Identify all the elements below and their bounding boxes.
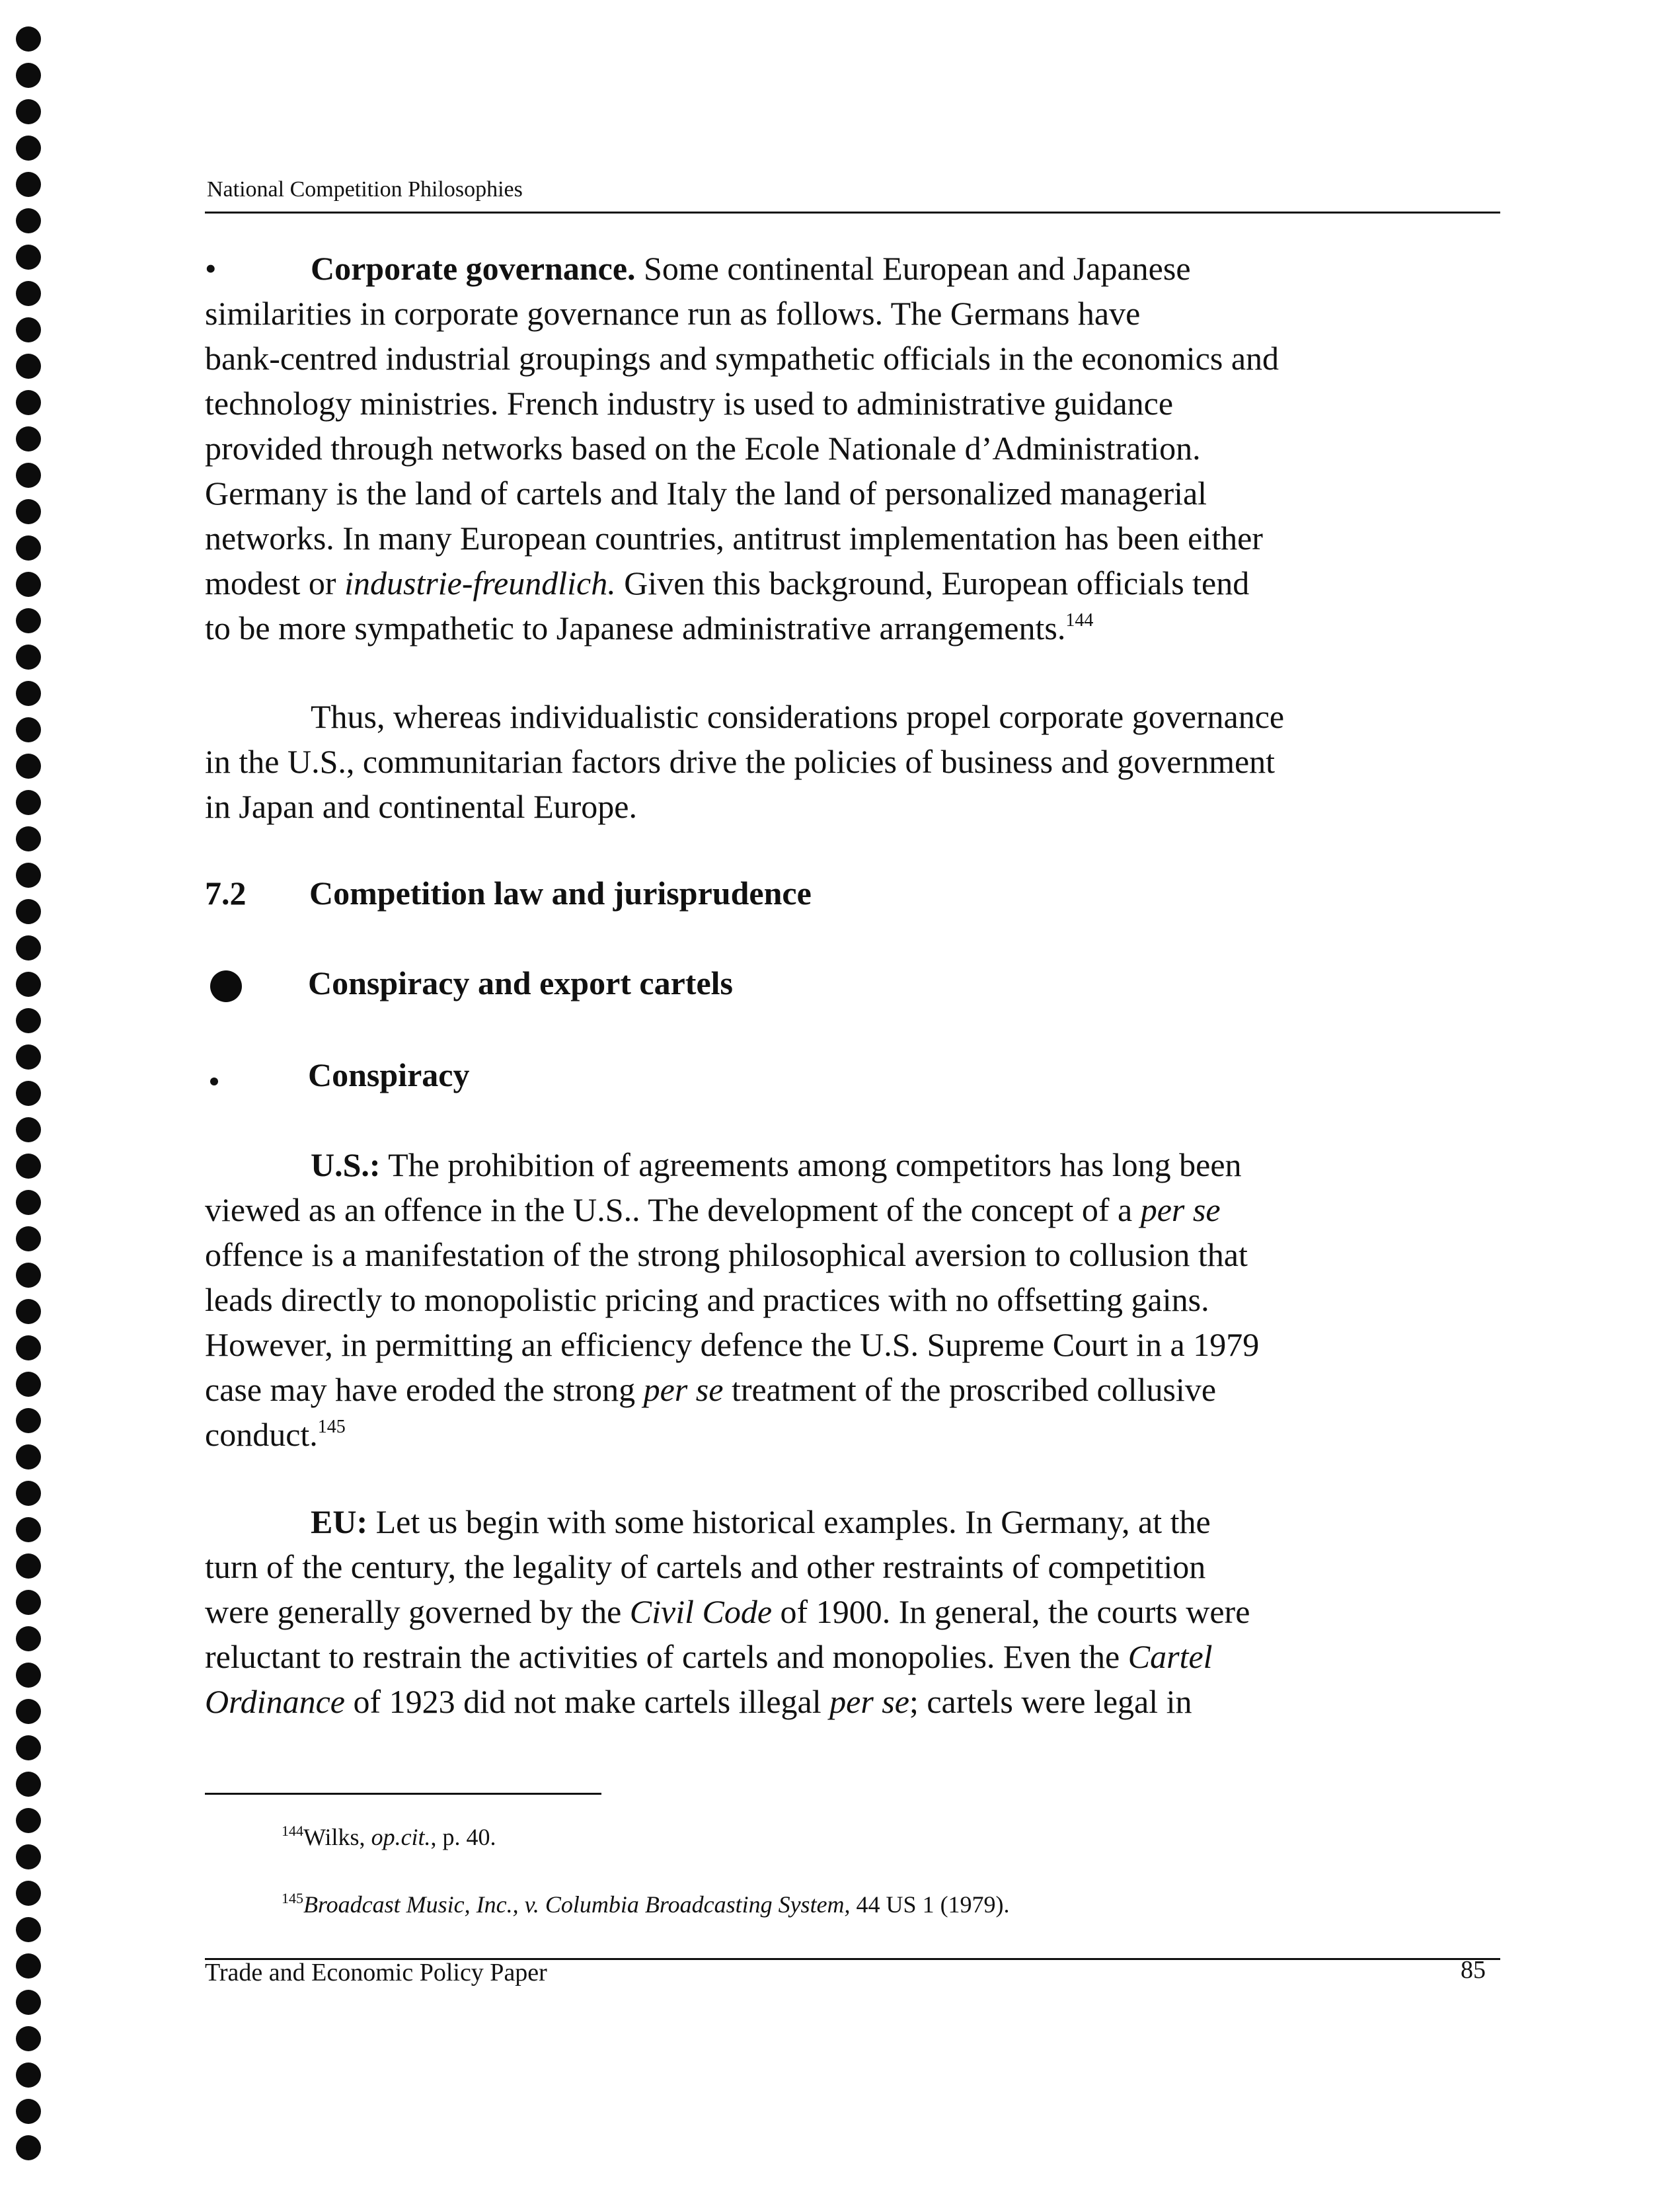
eu-paragraph: EU: Let us begin with some historical examples. In Germany, at the turn of the century, the legality of cartels and other restraints of competition were generally governed by the Civil Code of 1900. In general, the courts were reluctant to restrain the activities of cartels and monopolies. Even the Cartel Ordinance of 1923 did not make cartels illegal per se; cartels were legal in xyxy=(205,1503,1250,1720)
binding-hole xyxy=(16,463,41,488)
binding-hole xyxy=(16,1626,41,1651)
footnote-ref-145: 145 xyxy=(317,1417,346,1437)
binding-hole xyxy=(16,535,41,561)
binding-hole xyxy=(16,1917,41,1942)
binding-hole xyxy=(16,1299,41,1324)
binding-hole xyxy=(16,1408,41,1433)
binding-hole xyxy=(16,390,41,415)
bullet-marker: • xyxy=(205,250,217,287)
binding-hole xyxy=(16,1590,41,1615)
corporate-governance-heading: Corporate governance. xyxy=(311,250,636,287)
binding-hole xyxy=(16,1772,41,1797)
binding-hole xyxy=(16,972,41,997)
footnote-145: $^{145}$Broadcast Music, Inc., v. Columbia Broadcasting System, 44 US 1 (1979). xyxy=(282,1890,1010,1918)
binding-hole xyxy=(16,1335,41,1360)
binding-hole xyxy=(16,317,41,342)
thus-paragraph: Thus, whereas individualistic considerations propel corporate governance in the U.S., communitarian factors drive the policies of business and government in Japan and continental Europe. xyxy=(205,698,1285,825)
binding-hole xyxy=(16,1808,41,1833)
footnote-ref-144: 144 xyxy=(1065,610,1094,631)
corporate-governance-paragraph: • Corporate governance. Some continental European and Japanese similarities in corporate governance run as follows. The Germans have bank-centred industrial groupings and sympathetic officials in the economics and technology ministries. French industry is used to administrative guidance provided through networks based on the Ecole Nationale d’Administration. Germany is the land of cartels and Italy the land of personalized managerial networks. In many European countries, antitrust implementation has been either modest or industrie-freundlich. Given this background, European officials tend to be more sympathetic to Japanese administrative arrangements.$^{144}$ xyxy=(205,246,1500,650)
us-paragraph: U.S.: The prohibition of agreements among competitors has long been viewed as an offence in the U.S.. The development of the concept of a per se offence is a manifestation of the strong philosophical aversion to collusion that leads directly to monopolistic pricing and practices with no offsetting gains. However, in permitting an efficiency defence the U.S. Supreme Court in a 1979 case may have eroded the strong per se treatment of the proscribed collusive conduct.$^{145}$ xyxy=(205,1146,1260,1453)
binding-hole xyxy=(16,608,41,633)
binding-hole xyxy=(16,26,41,52)
binding-hole xyxy=(16,572,41,597)
binding-hole xyxy=(16,136,41,161)
binding-hole xyxy=(16,2026,41,2051)
binding-hole xyxy=(16,1008,41,1033)
binding-hole xyxy=(16,208,41,233)
binding-hole xyxy=(16,1117,41,1142)
binding-hole xyxy=(16,1699,41,1724)
section-number: 7.2 xyxy=(205,875,247,912)
binding-hole xyxy=(16,1044,41,1070)
footer-title: Trade and Economic Policy Paper xyxy=(205,1959,547,1986)
binding-hole xyxy=(16,99,41,124)
binding-hole xyxy=(16,63,41,88)
binding-hole xyxy=(16,1444,41,1470)
binding-hole xyxy=(16,1226,41,1251)
binding-hole xyxy=(16,935,41,961)
binding-hole xyxy=(16,172,41,197)
binding-hole xyxy=(16,1553,41,1579)
us-label: U.S.: xyxy=(311,1146,381,1183)
binding-hole xyxy=(16,1081,41,1106)
section-title: Competition law and jurisprudence xyxy=(309,875,812,912)
subheading-conspiracy: Conspiracy xyxy=(308,1056,470,1093)
binding-hole xyxy=(16,826,41,851)
binding-hole xyxy=(16,899,41,924)
binding-hole xyxy=(16,1190,41,1215)
binding-hole xyxy=(16,1372,41,1397)
binding-hole xyxy=(16,1663,41,1688)
binding-hole xyxy=(16,354,41,379)
binding-hole xyxy=(16,681,41,706)
binding-hole xyxy=(16,1953,41,1979)
binding-hole xyxy=(16,754,41,779)
binding-hole xyxy=(16,1735,41,1760)
binding-hole xyxy=(16,281,41,306)
binding-hole xyxy=(16,645,41,670)
footnote-144: $^{144}$Wilks, op.cit., p. 40. xyxy=(282,1823,496,1850)
footnote-separator xyxy=(205,1793,601,1795)
binding-hole xyxy=(16,863,41,888)
eu-label: EU: xyxy=(311,1503,368,1540)
subheading-conspiracy-export-cartels: Conspiracy and export cartels xyxy=(308,964,733,1001)
running-header: National Competition Philosophies xyxy=(207,177,523,202)
binding-hole xyxy=(16,717,41,742)
binding-hole xyxy=(16,426,41,451)
binding-hole xyxy=(16,790,41,815)
binding-hole xyxy=(16,2062,41,2088)
large-bullet-icon xyxy=(210,970,242,1002)
small-bullet-icon xyxy=(210,1078,218,1085)
binding-hole xyxy=(16,1517,41,1542)
header-rule xyxy=(205,212,1500,214)
binding-hole xyxy=(16,1263,41,1288)
page-number: 85 xyxy=(1461,1956,1486,1984)
binding-hole xyxy=(16,2099,41,2124)
binding-hole xyxy=(16,1154,41,1179)
binding-hole xyxy=(16,1844,41,1869)
binding-hole xyxy=(16,499,41,524)
binding-hole xyxy=(16,245,41,270)
binding-hole xyxy=(16,1481,41,1506)
binding-hole xyxy=(16,2135,41,2160)
binding-holes xyxy=(7,26,46,2168)
binding-hole xyxy=(16,1881,41,1906)
section-heading-7-2 xyxy=(205,874,812,912)
binding-hole xyxy=(16,1990,41,2015)
